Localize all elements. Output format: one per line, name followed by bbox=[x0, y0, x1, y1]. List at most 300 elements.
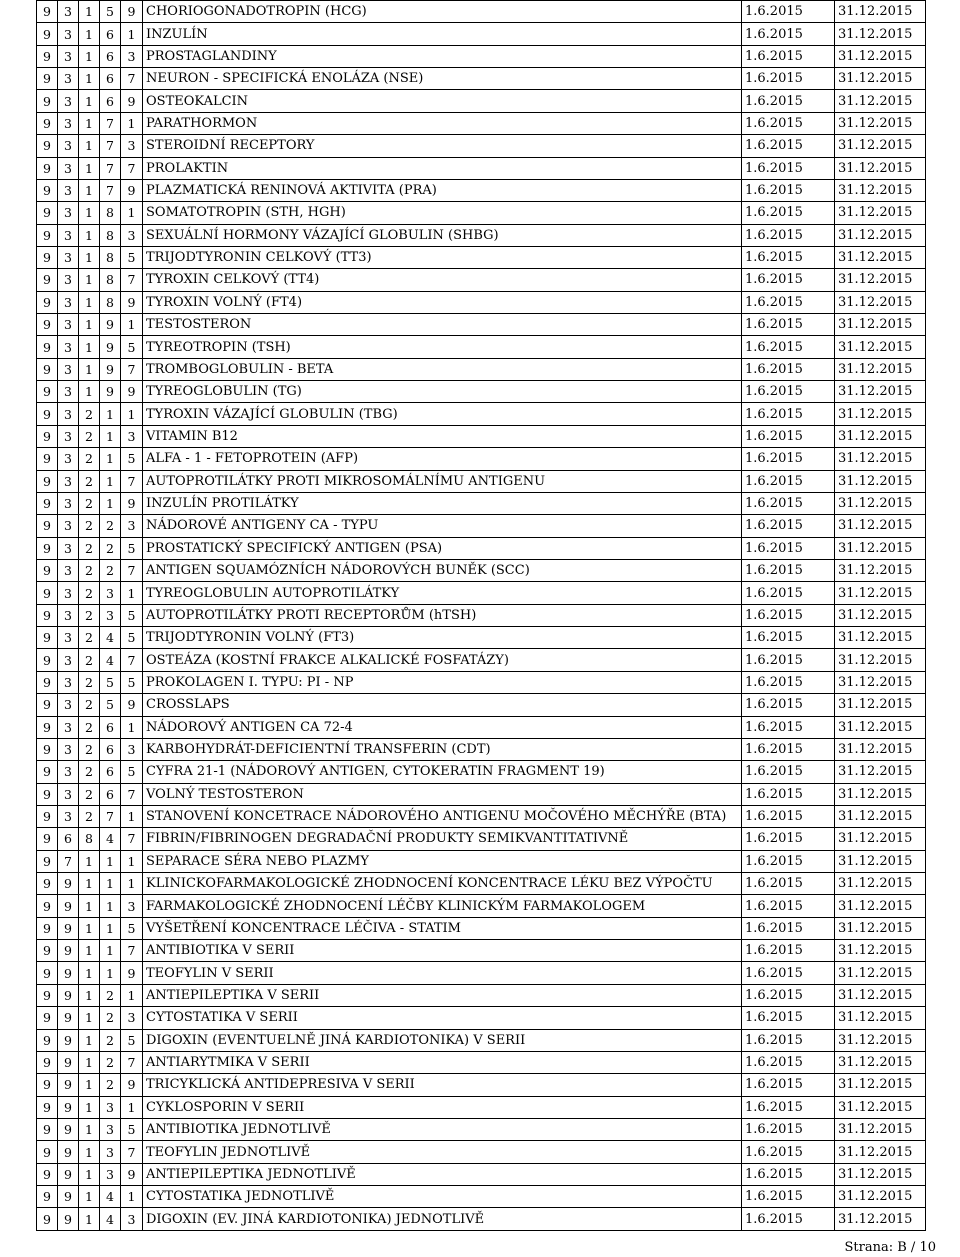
valid-from-cell: 1.6.2015 bbox=[742, 1118, 835, 1140]
code-digit-cell: 9 bbox=[37, 23, 58, 45]
code-digit-cell: 9 bbox=[37, 1118, 58, 1140]
table-row bbox=[37, 1007, 926, 1029]
valid-to-cell: 31.12.2015 bbox=[835, 627, 926, 649]
code-digit-cell: 1 bbox=[79, 1208, 100, 1230]
code-digit-cell: 3 bbox=[58, 202, 79, 224]
item-name-cell: PARATHORMON bbox=[143, 112, 742, 134]
code-digit-cell: 4 bbox=[100, 649, 121, 671]
code-digit-cell: 1 bbox=[100, 492, 121, 514]
code-digit-cell: 9 bbox=[37, 515, 58, 537]
code-digit-cell: 3 bbox=[58, 425, 79, 447]
code-digit-cell: 6 bbox=[100, 738, 121, 760]
valid-from-cell: 1.6.2015 bbox=[742, 224, 835, 246]
code-digit-cell: 3 bbox=[58, 1, 79, 23]
item-name-cell: NEURON - SPECIFICKÁ ENOLÁZA (NSE) bbox=[143, 68, 742, 90]
table-row bbox=[37, 671, 926, 693]
item-name-cell: NÁDOROVÝ ANTIGEN CA 72-4 bbox=[143, 716, 742, 738]
code-digit-cell: 9 bbox=[37, 738, 58, 760]
code-digit-cell: 9 bbox=[37, 962, 58, 984]
code-digit-cell: 7 bbox=[100, 805, 121, 827]
item-name-cell: ANTIBIOTIKA JEDNOTLIVĚ bbox=[143, 1118, 742, 1140]
code-digit-cell: 5 bbox=[121, 336, 143, 358]
valid-from-cell: 1.6.2015 bbox=[742, 1, 835, 23]
code-digit-cell: 2 bbox=[79, 403, 100, 425]
code-digit-cell: 3 bbox=[100, 1163, 121, 1185]
code-digit-cell: 1 bbox=[79, 45, 100, 67]
code-digit-cell: 3 bbox=[121, 135, 143, 157]
code-digit-cell: 1 bbox=[121, 984, 143, 1006]
code-digit-cell: 5 bbox=[121, 627, 143, 649]
code-digit-cell: 7 bbox=[100, 112, 121, 134]
table-row bbox=[37, 202, 926, 224]
item-name-cell: KLINICKOFARMAKOLOGICKÉ ZHODNOCENÍ KONCENTRACE LÉKU BEZ VÝPOČTU bbox=[143, 873, 742, 895]
code-digit-cell: 1 bbox=[79, 962, 100, 984]
code-digit-cell: 9 bbox=[37, 291, 58, 313]
code-digit-cell: 1 bbox=[79, 1096, 100, 1118]
code-digit-cell: 6 bbox=[100, 90, 121, 112]
code-digit-cell: 8 bbox=[100, 202, 121, 224]
code-digit-cell: 9 bbox=[37, 783, 58, 805]
code-digit-cell: 1 bbox=[79, 224, 100, 246]
code-digit-cell: 1 bbox=[79, 23, 100, 45]
code-digit-cell: 9 bbox=[58, 1051, 79, 1073]
code-digit-cell: 1 bbox=[79, 1118, 100, 1140]
item-name-cell: CYTOSTATIKA V SERII bbox=[143, 1007, 742, 1029]
table-row bbox=[37, 917, 926, 939]
code-digit-cell: 2 bbox=[79, 761, 100, 783]
table-row bbox=[37, 649, 926, 671]
table-row bbox=[37, 246, 926, 268]
code-digit-cell: 1 bbox=[100, 962, 121, 984]
code-digit-cell: 9 bbox=[58, 1163, 79, 1185]
table-row bbox=[37, 1208, 926, 1230]
code-digit-cell: 3 bbox=[58, 805, 79, 827]
table-row bbox=[37, 358, 926, 380]
valid-to-cell: 31.12.2015 bbox=[835, 68, 926, 90]
valid-to-cell: 31.12.2015 bbox=[835, 157, 926, 179]
code-digit-cell: 3 bbox=[58, 492, 79, 514]
valid-to-cell: 31.12.2015 bbox=[835, 425, 926, 447]
item-name-cell: CHORIOGONADOTROPIN (HCG) bbox=[143, 1, 742, 23]
code-digit-cell: 1 bbox=[100, 895, 121, 917]
valid-from-cell: 1.6.2015 bbox=[742, 1029, 835, 1051]
code-digit-cell: 1 bbox=[79, 850, 100, 872]
valid-to-cell: 31.12.2015 bbox=[835, 805, 926, 827]
table-row bbox=[37, 90, 926, 112]
table-row bbox=[37, 23, 926, 45]
valid-to-cell: 31.12.2015 bbox=[835, 1051, 926, 1073]
code-digit-cell: 5 bbox=[121, 761, 143, 783]
code-digit-cell: 1 bbox=[79, 336, 100, 358]
code-digit-cell: 9 bbox=[37, 649, 58, 671]
valid-from-cell: 1.6.2015 bbox=[742, 671, 835, 693]
valid-to-cell: 31.12.2015 bbox=[835, 649, 926, 671]
code-digit-cell: 3 bbox=[58, 559, 79, 581]
code-digit-cell: 9 bbox=[37, 112, 58, 134]
code-digit-cell: 3 bbox=[121, 895, 143, 917]
code-digit-cell: 3 bbox=[121, 45, 143, 67]
code-digit-cell: 9 bbox=[37, 269, 58, 291]
table-row bbox=[37, 1, 926, 23]
code-digit-cell: 5 bbox=[100, 1, 121, 23]
code-digit-cell: 9 bbox=[37, 1163, 58, 1185]
code-digit-cell: 7 bbox=[121, 269, 143, 291]
table-row bbox=[37, 962, 926, 984]
code-digit-cell: 9 bbox=[37, 470, 58, 492]
code-digit-cell: 3 bbox=[58, 179, 79, 201]
code-digit-cell: 4 bbox=[100, 1208, 121, 1230]
valid-from-cell: 1.6.2015 bbox=[742, 157, 835, 179]
code-list-table bbox=[36, 0, 926, 1231]
code-digit-cell: 5 bbox=[121, 1029, 143, 1051]
code-digit-cell: 9 bbox=[58, 1208, 79, 1230]
code-digit-cell: 1 bbox=[100, 448, 121, 470]
code-digit-cell: 3 bbox=[121, 224, 143, 246]
table-body bbox=[37, 1, 926, 1231]
code-digit-cell: 1 bbox=[79, 1, 100, 23]
valid-to-cell: 31.12.2015 bbox=[835, 761, 926, 783]
code-digit-cell: 3 bbox=[58, 470, 79, 492]
code-digit-cell: 9 bbox=[37, 537, 58, 559]
code-digit-cell: 9 bbox=[37, 68, 58, 90]
code-digit-cell: 9 bbox=[58, 1007, 79, 1029]
code-digit-cell: 3 bbox=[58, 358, 79, 380]
table-row bbox=[37, 694, 926, 716]
code-digit-cell: 9 bbox=[121, 492, 143, 514]
code-digit-cell: 8 bbox=[100, 269, 121, 291]
code-digit-cell: 9 bbox=[121, 694, 143, 716]
valid-from-cell: 1.6.2015 bbox=[742, 649, 835, 671]
code-digit-cell: 3 bbox=[58, 381, 79, 403]
code-digit-cell: 8 bbox=[100, 224, 121, 246]
code-digit-cell: 8 bbox=[100, 246, 121, 268]
valid-from-cell: 1.6.2015 bbox=[742, 1186, 835, 1208]
valid-to-cell: 31.12.2015 bbox=[835, 23, 926, 45]
valid-to-cell: 31.12.2015 bbox=[835, 224, 926, 246]
table-row bbox=[37, 448, 926, 470]
code-digit-cell: 1 bbox=[79, 873, 100, 895]
code-digit-cell: 9 bbox=[37, 582, 58, 604]
code-digit-cell: 9 bbox=[37, 157, 58, 179]
valid-from-cell: 1.6.2015 bbox=[742, 470, 835, 492]
code-digit-cell: 1 bbox=[79, 68, 100, 90]
code-digit-cell: 9 bbox=[121, 1, 143, 23]
item-name-cell: SOMATOTROPIN (STH, HGH) bbox=[143, 202, 742, 224]
code-digit-cell: 9 bbox=[37, 850, 58, 872]
item-name-cell: TEOFYLIN V SERII bbox=[143, 962, 742, 984]
code-digit-cell: 9 bbox=[37, 1096, 58, 1118]
valid-from-cell: 1.6.2015 bbox=[742, 515, 835, 537]
code-digit-cell: 9 bbox=[37, 246, 58, 268]
code-digit-cell: 3 bbox=[58, 649, 79, 671]
code-digit-cell: 3 bbox=[100, 1141, 121, 1163]
code-digit-cell: 1 bbox=[121, 582, 143, 604]
valid-from-cell: 1.6.2015 bbox=[742, 559, 835, 581]
valid-to-cell: 31.12.2015 bbox=[835, 850, 926, 872]
code-digit-cell: 2 bbox=[79, 805, 100, 827]
code-digit-cell: 3 bbox=[58, 291, 79, 313]
valid-to-cell: 31.12.2015 bbox=[835, 336, 926, 358]
item-name-cell: STANOVENÍ KONCETRACE NÁDOROVÉHO ANTIGENU MOČOVÉHO MĚCHÝŘE (BTA) bbox=[143, 805, 742, 827]
item-name-cell: TRIJODTYRONIN CELKOVÝ (TT3) bbox=[143, 246, 742, 268]
code-digit-cell: 9 bbox=[121, 179, 143, 201]
code-digit-cell: 9 bbox=[58, 984, 79, 1006]
item-name-cell: STEROIDNÍ RECEPTORY bbox=[143, 135, 742, 157]
valid-from-cell: 1.6.2015 bbox=[742, 23, 835, 45]
valid-from-cell: 1.6.2015 bbox=[742, 68, 835, 90]
code-digit-cell: 1 bbox=[100, 425, 121, 447]
code-digit-cell: 8 bbox=[100, 291, 121, 313]
code-digit-cell: 9 bbox=[58, 1074, 79, 1096]
item-name-cell: TRICYKLICKÁ ANTIDEPRESIVA V SERII bbox=[143, 1074, 742, 1096]
code-digit-cell: 9 bbox=[37, 45, 58, 67]
valid-to-cell: 31.12.2015 bbox=[835, 470, 926, 492]
valid-to-cell: 31.12.2015 bbox=[835, 1007, 926, 1029]
table-row bbox=[37, 336, 926, 358]
item-name-cell: DIGOXIN (EVENTUELNĚ JINÁ KARDIOTONIKA) V SERII bbox=[143, 1029, 742, 1051]
code-digit-cell: 3 bbox=[58, 23, 79, 45]
code-digit-cell: 9 bbox=[37, 1007, 58, 1029]
item-name-cell: CYFRA 21-1 (NÁDOROVÝ ANTIGEN, CYTOKERATIN FRAGMENT 19) bbox=[143, 761, 742, 783]
code-digit-cell: 9 bbox=[37, 1141, 58, 1163]
item-name-cell: AUTOPROTILÁTKY PROTI MIKROSOMÁLNÍMU ANTIGENU bbox=[143, 470, 742, 492]
valid-from-cell: 1.6.2015 bbox=[742, 1051, 835, 1073]
code-digit-cell: 1 bbox=[79, 1051, 100, 1073]
code-digit-cell: 2 bbox=[79, 738, 100, 760]
code-digit-cell: 9 bbox=[58, 1186, 79, 1208]
code-digit-cell: 9 bbox=[37, 1074, 58, 1096]
code-digit-cell: 9 bbox=[58, 895, 79, 917]
code-digit-cell: 9 bbox=[37, 1208, 58, 1230]
valid-to-cell: 31.12.2015 bbox=[835, 738, 926, 760]
code-digit-cell: 2 bbox=[79, 582, 100, 604]
code-digit-cell: 1 bbox=[79, 1074, 100, 1096]
code-digit-cell: 2 bbox=[79, 649, 100, 671]
valid-to-cell: 31.12.2015 bbox=[835, 873, 926, 895]
valid-from-cell: 1.6.2015 bbox=[742, 1141, 835, 1163]
valid-from-cell: 1.6.2015 bbox=[742, 135, 835, 157]
code-digit-cell: 9 bbox=[37, 179, 58, 201]
valid-to-cell: 31.12.2015 bbox=[835, 984, 926, 1006]
valid-from-cell: 1.6.2015 bbox=[742, 112, 835, 134]
table-row bbox=[37, 738, 926, 760]
table-row bbox=[37, 68, 926, 90]
valid-to-cell: 31.12.2015 bbox=[835, 135, 926, 157]
valid-from-cell: 1.6.2015 bbox=[742, 291, 835, 313]
valid-to-cell: 31.12.2015 bbox=[835, 112, 926, 134]
code-digit-cell: 9 bbox=[58, 873, 79, 895]
code-digit-cell: 1 bbox=[121, 850, 143, 872]
code-digit-cell: 3 bbox=[100, 582, 121, 604]
valid-from-cell: 1.6.2015 bbox=[742, 850, 835, 872]
valid-to-cell: 31.12.2015 bbox=[835, 492, 926, 514]
item-name-cell: PROKOLAGEN I. TYPU: PI - NP bbox=[143, 671, 742, 693]
valid-from-cell: 1.6.2015 bbox=[742, 738, 835, 760]
valid-to-cell: 31.12.2015 bbox=[835, 1029, 926, 1051]
table-row bbox=[37, 604, 926, 626]
valid-from-cell: 1.6.2015 bbox=[742, 940, 835, 962]
table-row bbox=[37, 940, 926, 962]
item-name-cell: CROSSLAPS bbox=[143, 694, 742, 716]
valid-from-cell: 1.6.2015 bbox=[742, 962, 835, 984]
item-name-cell: VYŠETŘENÍ KONCENTRACE LÉČIVA - STATIM bbox=[143, 917, 742, 939]
code-digit-cell: 7 bbox=[121, 68, 143, 90]
valid-to-cell: 31.12.2015 bbox=[835, 917, 926, 939]
valid-to-cell: 31.12.2015 bbox=[835, 783, 926, 805]
code-digit-cell: 1 bbox=[100, 873, 121, 895]
code-digit-cell: 3 bbox=[58, 403, 79, 425]
table-row bbox=[37, 470, 926, 492]
valid-from-cell: 1.6.2015 bbox=[742, 246, 835, 268]
code-digit-cell: 2 bbox=[79, 604, 100, 626]
table-row bbox=[37, 984, 926, 1006]
code-digit-cell: 5 bbox=[100, 671, 121, 693]
item-name-cell: TYREOTROPIN (TSH) bbox=[143, 336, 742, 358]
code-digit-cell: 9 bbox=[37, 381, 58, 403]
table-row bbox=[37, 828, 926, 850]
code-digit-cell: 9 bbox=[58, 1141, 79, 1163]
valid-from-cell: 1.6.2015 bbox=[742, 761, 835, 783]
table-row bbox=[37, 492, 926, 514]
code-digit-cell: 3 bbox=[58, 68, 79, 90]
valid-to-cell: 31.12.2015 bbox=[835, 269, 926, 291]
item-name-cell: TESTOSTERON bbox=[143, 314, 742, 336]
code-digit-cell: 7 bbox=[121, 940, 143, 962]
item-name-cell: INZULÍN PROTILÁTKY bbox=[143, 492, 742, 514]
code-digit-cell: 2 bbox=[79, 694, 100, 716]
code-digit-cell: 3 bbox=[58, 716, 79, 738]
code-digit-cell: 7 bbox=[121, 783, 143, 805]
code-digit-cell: 1 bbox=[79, 917, 100, 939]
code-digit-cell: 3 bbox=[58, 269, 79, 291]
code-digit-cell: 1 bbox=[79, 291, 100, 313]
valid-from-cell: 1.6.2015 bbox=[742, 873, 835, 895]
code-digit-cell: 3 bbox=[58, 582, 79, 604]
code-digit-cell: 3 bbox=[121, 1007, 143, 1029]
code-digit-cell: 4 bbox=[100, 1186, 121, 1208]
code-digit-cell: 9 bbox=[37, 559, 58, 581]
valid-from-cell: 1.6.2015 bbox=[742, 895, 835, 917]
table-row bbox=[37, 1163, 926, 1185]
table-row bbox=[37, 1141, 926, 1163]
code-digit-cell: 1 bbox=[121, 716, 143, 738]
code-digit-cell: 7 bbox=[121, 358, 143, 380]
code-digit-cell: 4 bbox=[100, 828, 121, 850]
table-row bbox=[37, 1074, 926, 1096]
item-name-cell: TYREOGLOBULIN (TG) bbox=[143, 381, 742, 403]
code-digit-cell: 1 bbox=[121, 1096, 143, 1118]
code-digit-cell: 1 bbox=[79, 1186, 100, 1208]
code-digit-cell: 6 bbox=[100, 761, 121, 783]
code-digit-cell: 9 bbox=[121, 381, 143, 403]
valid-from-cell: 1.6.2015 bbox=[742, 828, 835, 850]
table-row bbox=[37, 45, 926, 67]
code-digit-cell: 7 bbox=[121, 1051, 143, 1073]
table-row bbox=[37, 291, 926, 313]
code-digit-cell: 9 bbox=[37, 761, 58, 783]
table-row bbox=[37, 783, 926, 805]
valid-from-cell: 1.6.2015 bbox=[742, 1208, 835, 1230]
valid-from-cell: 1.6.2015 bbox=[742, 336, 835, 358]
valid-to-cell: 31.12.2015 bbox=[835, 582, 926, 604]
item-name-cell: ALFA - 1 - FETOPROTEIN (AFP) bbox=[143, 448, 742, 470]
valid-to-cell: 31.12.2015 bbox=[835, 671, 926, 693]
code-digit-cell: 3 bbox=[58, 627, 79, 649]
code-digit-cell: 9 bbox=[121, 90, 143, 112]
code-digit-cell: 3 bbox=[58, 783, 79, 805]
code-digit-cell: 6 bbox=[100, 783, 121, 805]
code-digit-cell: 7 bbox=[100, 179, 121, 201]
valid-from-cell: 1.6.2015 bbox=[742, 425, 835, 447]
valid-from-cell: 1.6.2015 bbox=[742, 202, 835, 224]
table-row bbox=[37, 627, 926, 649]
item-name-cell: INZULÍN bbox=[143, 23, 742, 45]
valid-to-cell: 31.12.2015 bbox=[835, 1141, 926, 1163]
table-row bbox=[37, 850, 926, 872]
code-digit-cell: 1 bbox=[79, 1163, 100, 1185]
code-digit-cell: 5 bbox=[121, 448, 143, 470]
item-name-cell: AUTOPROTILÁTKY PROTI RECEPTORŮM (hTSH) bbox=[143, 604, 742, 626]
valid-to-cell: 31.12.2015 bbox=[835, 962, 926, 984]
code-digit-cell: 1 bbox=[121, 23, 143, 45]
code-digit-cell: 2 bbox=[100, 515, 121, 537]
valid-from-cell: 1.6.2015 bbox=[742, 381, 835, 403]
valid-to-cell: 31.12.2015 bbox=[835, 291, 926, 313]
code-digit-cell: 9 bbox=[37, 224, 58, 246]
valid-from-cell: 1.6.2015 bbox=[742, 537, 835, 559]
code-digit-cell: 3 bbox=[100, 1096, 121, 1118]
code-digit-cell: 9 bbox=[37, 492, 58, 514]
item-name-cell: ANTIEPILEPTIKA JEDNOTLIVĚ bbox=[143, 1163, 742, 1185]
table-row bbox=[37, 805, 926, 827]
code-digit-cell: 7 bbox=[121, 559, 143, 581]
code-digit-cell: 2 bbox=[100, 1051, 121, 1073]
code-digit-cell: 9 bbox=[37, 314, 58, 336]
code-digit-cell: 1 bbox=[79, 381, 100, 403]
code-digit-cell: 9 bbox=[58, 940, 79, 962]
code-digit-cell: 1 bbox=[79, 246, 100, 268]
item-name-cell: TYREOGLOBULIN AUTOPROTILÁTKY bbox=[143, 582, 742, 604]
code-digit-cell: 9 bbox=[37, 828, 58, 850]
valid-to-cell: 31.12.2015 bbox=[835, 448, 926, 470]
code-digit-cell: 5 bbox=[121, 537, 143, 559]
table-row bbox=[37, 1118, 926, 1140]
valid-from-cell: 1.6.2015 bbox=[742, 694, 835, 716]
code-digit-cell: 2 bbox=[79, 783, 100, 805]
code-digit-cell: 9 bbox=[58, 1029, 79, 1051]
valid-from-cell: 1.6.2015 bbox=[742, 1074, 835, 1096]
table-row bbox=[37, 1029, 926, 1051]
table-row bbox=[37, 269, 926, 291]
code-digit-cell: 5 bbox=[121, 246, 143, 268]
code-digit-cell: 1 bbox=[79, 895, 100, 917]
code-digit-cell: 1 bbox=[79, 135, 100, 157]
code-digit-cell: 2 bbox=[79, 448, 100, 470]
valid-to-cell: 31.12.2015 bbox=[835, 90, 926, 112]
code-digit-cell: 3 bbox=[121, 1208, 143, 1230]
code-digit-cell: 1 bbox=[79, 1007, 100, 1029]
code-digit-cell: 1 bbox=[121, 805, 143, 827]
code-digit-cell: 2 bbox=[79, 671, 100, 693]
item-name-cell: TROMBOGLOBULIN - BETA bbox=[143, 358, 742, 380]
table-row bbox=[37, 314, 926, 336]
code-digit-cell: 2 bbox=[79, 537, 100, 559]
table-row bbox=[37, 1096, 926, 1118]
code-digit-cell: 9 bbox=[37, 1, 58, 23]
code-digit-cell: 2 bbox=[100, 984, 121, 1006]
code-digit-cell: 3 bbox=[58, 448, 79, 470]
code-digit-cell: 3 bbox=[58, 135, 79, 157]
